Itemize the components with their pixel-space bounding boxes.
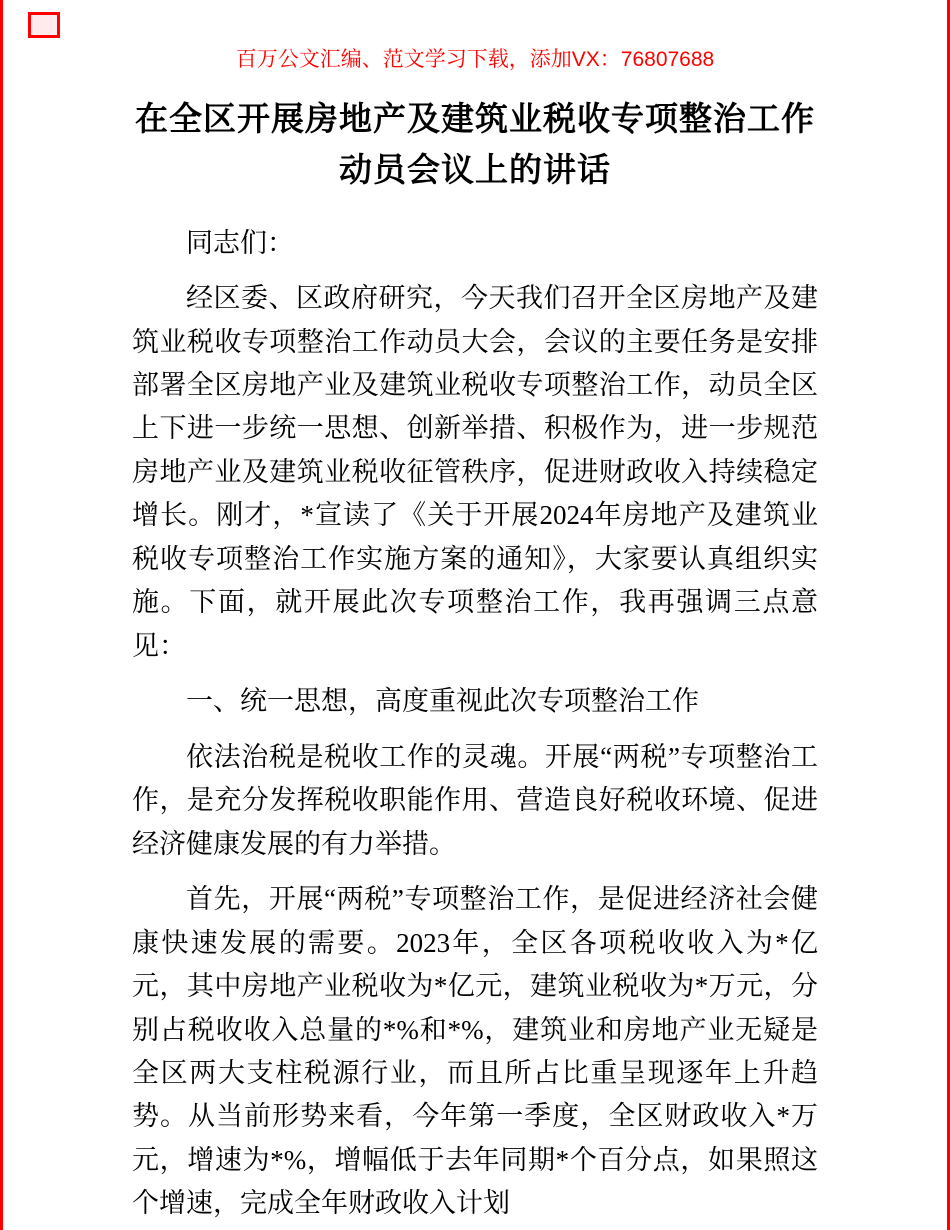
header-notice: 百万公文汇编、范文学习下载，添加VX：76807688: [235, 48, 715, 71]
document-title-line2: 动员会议上的讲话: [339, 151, 611, 189]
paragraph-body-1: 依法治税是税收工作的灵魂。开展“两税”专项整治工作，是充分发挥税收职能作用、营造良好税收环境、促进经济健康发展的有力举措。: [132, 741, 818, 859]
section-heading-1: 一、统一思想，高度重视此次专项整治工作: [186, 686, 699, 717]
salutation: 同志们：: [186, 227, 294, 258]
corner-seal-mark: [28, 12, 60, 38]
left-red-border: [0, 0, 3, 1230]
paragraph-intro: 经区委、区政府研究，今天我们召开全区房地产及建筑业税收专项整治工作动员大会，会议的主要任务是安排部署全区房地产业及建筑业税收专项整治工作，动员全区上下进一步统一思想、创新举措、积极作为，进一步规范房地产业及建筑业税收征管秩序，促进财政收入持续稳定增长。刚才，*宣读了《关于开展2024年房地产及建筑业税收专项整治工作实施方案的通知》，大家要认真组织实施。下面，就开展此次专项整治工作，我再强调三点意见：: [132, 283, 818, 661]
document-title-line1: 在全区开展房地产及建筑业税收专项整治工作: [135, 100, 815, 138]
paragraph-body-2: 首先，开展“两税”专项整治工作，是促进经济社会健康快速发展的需要。2023年，全区各项税收收入为*亿元，其中房地产业税收为*亿元，建筑业税收为*万元，分别占税收收入总量的*%和*%，建筑业和房地产业无疑是全区两大支柱税源行业，而且所占比重呈现逐年上升趋势。从当前形势来看，今年第一季度，全区财政收入*万元，增速为*%，增幅低于去年同期*个百分点，如果照这个增速，完成全年财政收入计划: [132, 884, 818, 1219]
document-title: [132, 93, 818, 195]
